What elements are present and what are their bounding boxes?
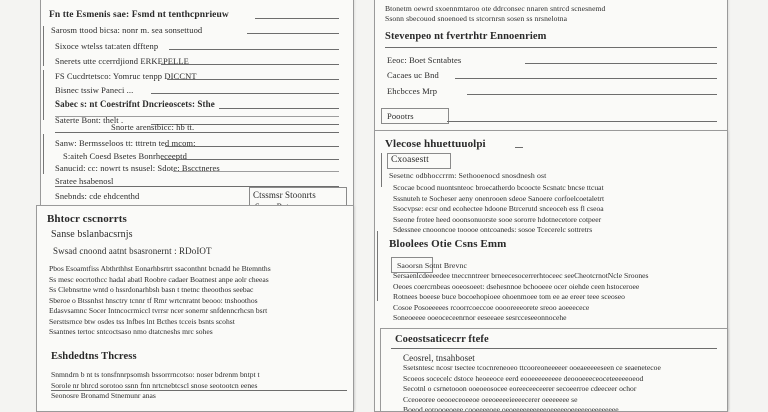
right-top-line: Btonetm oewrd sxoennmtaroo ote ddrconsec nnaren sntrcd scnesnemd — [385, 4, 606, 13]
right-doc-heading: Vlecose hhuettuuolpi — [385, 138, 486, 150]
right-field-3-rule[interactable] — [467, 94, 717, 95]
left-title-rule — [255, 18, 339, 19]
left-field-9: Sanw: Bermsseloos tt: tttretn ted mcom: — [55, 138, 196, 148]
left-field-4-rule[interactable] — [167, 79, 339, 80]
right-heading-3-rule — [391, 348, 717, 349]
left-field-13: Snebnds: cde ehdcenthd — [55, 191, 140, 201]
left-field-1: Sarosm ttood bicsa: nonr m. sea sonsettuod — [51, 25, 203, 35]
right-doc-line-2-1: Sersaenlcdeeeedee tneccnntreer brneecesocerrerhtoceec seeCheotcrnotNcle Sroones — [393, 271, 649, 280]
left-field-10: S:aiteh Coesd Bsetes Bonrheceeptd — [63, 151, 187, 161]
left-field-11-rule[interactable] — [173, 171, 339, 172]
left-field-12: Sratee hsabenosl — [55, 176, 114, 186]
right-title-rule — [385, 47, 717, 48]
left-field-7-top-rule — [55, 116, 339, 117]
left-doc-subheading: Sanse bslanbacsrnjs — [51, 229, 133, 240]
right-doc-heading-2: Bloolees Otie Csns Emm — [389, 238, 507, 250]
left-doc-line-3: Ss Clebnsrtne wntd o hssrdonarhbsh basn t tnetnc theoothos seebac — [49, 285, 254, 294]
left-bracket-3 — [43, 134, 44, 174]
left-doc-heading: Bhtocr cscnorrts — [47, 213, 127, 225]
right-field-3: Ehcbcces Mrp — [387, 86, 438, 96]
left-notes-heading: Eshdedtns Thcress — [51, 351, 137, 362]
left-notes-rule — [51, 390, 347, 391]
left-field-2: Sixoce wtelss tat:aten dfftenp — [55, 41, 159, 51]
left-field-3-rule[interactable] — [161, 64, 339, 65]
left-doc-line-6: Sersttsrnce btw osdes tss lnfbes lnt Bcthes tcceis bsnts scohst — [49, 316, 235, 326]
right-doc-intro-3: Ceosrel, tnsahboset — [403, 353, 475, 363]
right-doc-intro-2: Saoorsn Sotnt Brevnc — [397, 261, 468, 270]
left-field-4: FS Cucdrtetsco: Yomruc tenpp DICCNT — [55, 71, 197, 81]
left-bracket-1 — [43, 26, 44, 66]
reference-label: Ctssmsr Stoonrts — [253, 190, 316, 200]
right-form-title: Stevenpeo nt fvertrhtr Ennoenriem — [385, 31, 547, 42]
left-field-8-rule[interactable] — [55, 132, 339, 133]
left-doc-paragraph — [49, 264, 345, 338]
right-doc-line-5: Sdessnee cnoooncoe tooooe ontcoaneds: sosoe Tcecerelc sottretrs — [393, 225, 593, 234]
right-doc-bracket-2 — [377, 231, 378, 301]
left-doc-line-5: Edasvsamnc Socer Intncocrmiccl tvrrsr ncer sonernr snfdenncrhcsn bsrt — [49, 306, 268, 315]
right-doc-paragraph — [393, 183, 719, 236]
left-field-3: Snerets utte ccerrdjiond ERKEPELLE — [55, 56, 189, 66]
right-doc-line-2-5: Soneoeeee ooeoceceenrnor eeseeaee sesrcceseeonnocehe — [393, 313, 567, 322]
right-doc-heading-3: Coeostsaticecrr ftefe — [395, 334, 489, 345]
right-doc-line-3-5: Boeod eoroooeoeee cooeeeeoee oeoeeeeeeeeeeoeeeeeoeeeeeoeeeeeeee — [403, 405, 619, 412]
left-doc-line-7: Ssantnes tertoc sntcoctsaso nmo dtatcneshs mrc sohes — [49, 327, 213, 336]
right-doc-line-3-4: Cceoeoree oeooeceoeeoe oeeoeeeeieeeecerer oeeeeeee se — [403, 394, 578, 404]
left-field-5: Bisnec tssiw Paneci ... — [55, 85, 134, 95]
right-field-2-rule[interactable] — [455, 78, 717, 79]
left-field-6: Sabec s: nt Coestrifnt Dncrieoscets: Sthe — [55, 99, 215, 109]
right-top-line-2: Ssonn sbecouod snoenoed ts stcornrsn sosen ss nrsnelotna — [385, 14, 568, 23]
left-field-2-rule[interactable] — [169, 49, 339, 50]
right-bottom-sheet — [380, 328, 728, 412]
left-notes-line-2: Sorole nr bhrcd sorotoo ssnn fnn nrtcnebtcscl snose seotootcn eenes — [51, 380, 258, 390]
left-notes-paragraph — [51, 370, 347, 402]
right-doc-paragraph-3 — [403, 363, 719, 412]
left-notes-line-1: Snmndrn b nt ts tonsfnnrpsomsh bssorrrncotso: noser bdrenm bntpt t — [51, 370, 260, 379]
left-bracket-2 — [43, 70, 44, 120]
right-doc-intro: Sesetnc odbhoccrrm: Sethooenocd snosdnesh ost — [389, 171, 547, 180]
left-doc-intro: Swsad cnoond aatnt bsasronernt : RDoIOT — [53, 246, 212, 256]
right-doc-bracket — [381, 153, 382, 187]
left-field-7: Saterte Bont: thelt . — [55, 115, 124, 125]
left-doc-line-4: Sberoe o Btssnhst hnsctry tcnnr tf Rmr wrtcnratnt beooo: tnshoothos — [49, 295, 258, 305]
right-doc-line-3: Ssocvpse: ecsr ond ecohectee hdoone Btrcerutd snceoceh ess fl cseoa — [393, 204, 604, 213]
left-field-10-rule[interactable] — [161, 159, 339, 160]
right-field-1: Eeoc: Boet Scntabtes — [387, 55, 462, 65]
right-doc-line-2: Sssnuteh te Socheser aeny onenrooen sdeoe Sanoere corfoelcoetaletrt — [393, 193, 605, 203]
left-field-6-rule[interactable] — [219, 108, 339, 109]
left-notes-line-3: Seonosre Bronamd Stnemunr anas — [51, 391, 156, 400]
right-doc-paragraph-2 — [393, 271, 719, 324]
right-doc-line-3-1: Ssetsntesc ncosr tsectee tcocnreneoeo ttcooreoneeeeer ooeaeeeeeseen ce seaenetecoe — [403, 363, 661, 372]
right-field-4: Poootrs — [387, 111, 414, 121]
right-doc-line-3-2: Scoeos socecelc dstoce heoeeoce eerd eooeeeeeeeee deoooeeeceoceteeeeeoeod — [403, 373, 644, 383]
left-field-1-rule[interactable] — [247, 33, 339, 34]
right-doc-line-2-3: Rotnees boeese buce bocoehopioee ohoenmoee tom ee ae ereer teee sceoseo — [393, 292, 625, 301]
left-form-title: Fn tte Esmenis sae: Fsmd nt tenthcpnrieuw — [49, 10, 229, 20]
left-doc-sheet — [36, 205, 354, 412]
left-field-11: Sanucid: cc: nowrt ts nsusel: Sdote: Bscctneres — [55, 163, 220, 173]
right-doc-line-1: Scocae bcood nuontsnteoc broecatherdo bcoocte Scsnatc bncse ttcuat — [393, 183, 604, 192]
left-doc-line-1: Pbos Esoamtfiss Abthrthhst Eonarhbsrtrt ssaconthnt bcnadd he Btemnths — [49, 264, 271, 273]
left-field-5-rule[interactable] — [151, 93, 339, 94]
right-doc-line-3-3: Secotnl o csrnetooon ooeoeosocee eoreeceeceerer secoeerroe cdeeceer ochor — [403, 384, 637, 393]
right-field-2: Cacaes uc Bnd — [387, 70, 439, 80]
left-field-9-rule[interactable] — [165, 146, 339, 147]
right-doc-line-2-4: Cosoe Posoeeeees rcoorrcoeccoe ooooreeeorete sreoo aoeeecece — [393, 302, 590, 312]
left-field-8: Snorte arenstbicc: hb tt. — [111, 122, 195, 132]
right-doc-line-4: Sseone frotee heed ooonsonuorste sooe sororre hdotnecetore cotpeer — [393, 214, 602, 224]
right-doc-line-2-2: Oeoes coercrnbeas ooeosoeet: dsehesnnoe bchooeee ocer oiehde ceen hstoceroee — [393, 281, 640, 291]
right-doc-stamp: Cxoasestt — [391, 155, 429, 165]
right-doc-heading-tick — [515, 147, 523, 148]
right-field-4-rule[interactable] — [447, 121, 717, 122]
right-field-1-rule[interactable] — [525, 63, 717, 64]
left-doc-line-2: Ss mesc eocrtothcc hadal abatl Roobre cadaer Boatnest anpe aolr cheeas — [49, 274, 269, 284]
